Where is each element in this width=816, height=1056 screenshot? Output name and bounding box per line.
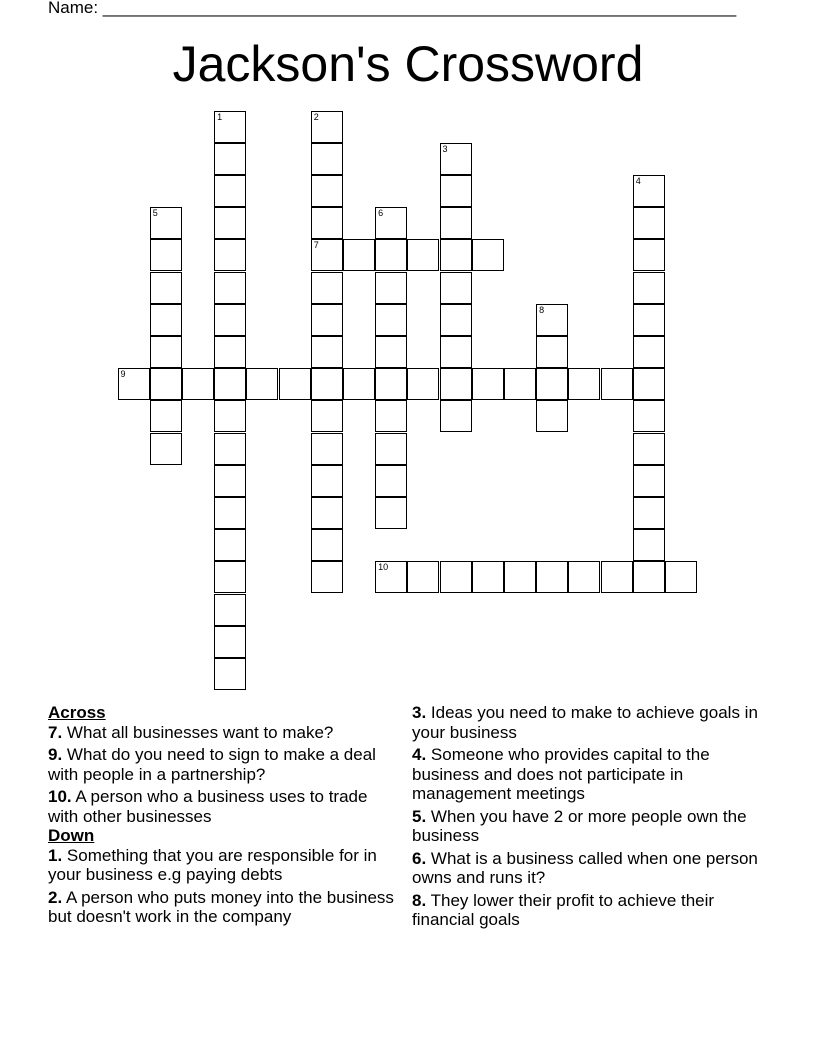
- crossword-cell[interactable]: [633, 368, 665, 400]
- crossword-cell[interactable]: [246, 368, 278, 400]
- clue-number: 9.: [48, 745, 63, 764]
- clue-number: 8.: [412, 890, 427, 910]
- clue-text: What do you need to sign to make a deal with people in a partnership?: [48, 745, 376, 784]
- clue-number: 10.: [48, 787, 72, 806]
- crossword-cell[interactable]: [311, 433, 343, 465]
- crossword-cell[interactable]: [311, 304, 343, 336]
- crossword-cell[interactable]: [633, 207, 665, 239]
- clue-text: Something that you are responsible for in your business e.g paying debts: [48, 845, 377, 884]
- crossword-cell[interactable]: [504, 368, 536, 400]
- clue-number: 2.: [48, 887, 63, 907]
- crossword-cell[interactable]: [214, 336, 246, 368]
- crossword-cell[interactable]: [311, 465, 343, 497]
- crossword-cell[interactable]: [633, 304, 665, 336]
- crossword-cell[interactable]: [633, 433, 665, 465]
- crossword-cell[interactable]: [633, 465, 665, 497]
- cell-number: 10: [378, 562, 389, 573]
- crossword-cell[interactable]: [536, 561, 568, 593]
- crossword-cell[interactable]: [375, 561, 407, 593]
- crossword-cell[interactable]: [214, 111, 246, 143]
- crossword-cell[interactable]: [214, 465, 246, 497]
- clue-item: [412, 849, 777, 888]
- cell-number: 1: [217, 111, 223, 122]
- clue-text: When you have 2 or more people own the business: [412, 806, 747, 845]
- crossword-cell[interactable]: [440, 561, 472, 593]
- crossword-cell[interactable]: [601, 561, 633, 593]
- crossword-cell[interactable]: [311, 239, 343, 271]
- clue-text: They lower their profit to achieve their financial goals: [412, 890, 715, 929]
- crossword-cell[interactable]: [311, 561, 343, 593]
- crossword-cell[interactable]: [568, 368, 600, 400]
- clue-number: 7.: [48, 722, 63, 742]
- crossword-cell[interactable]: [214, 272, 246, 304]
- crossword-cell[interactable]: [214, 207, 246, 239]
- crossword-cell[interactable]: [472, 561, 504, 593]
- crossword-cell[interactable]: [311, 497, 343, 529]
- crossword-cell[interactable]: [407, 368, 439, 400]
- crossword-cell[interactable]: [440, 207, 472, 239]
- crossword-cell[interactable]: [118, 368, 150, 400]
- clue-item: [412, 891, 777, 930]
- crossword-cell[interactable]: [343, 368, 375, 400]
- crossword-cell[interactable]: [214, 561, 246, 593]
- clue-number: 3.: [412, 703, 427, 722]
- crossword-cell[interactable]: [407, 239, 439, 271]
- clue-item: [48, 723, 398, 743]
- crossword-cell[interactable]: [375, 433, 407, 465]
- clue-item: [48, 745, 398, 784]
- crossword-cell[interactable]: [375, 207, 407, 239]
- crossword-cell[interactable]: [568, 561, 600, 593]
- crossword-cell[interactable]: [536, 336, 568, 368]
- name-field[interactable]: Name: ___________________________________________________________________: [48, 0, 737, 17]
- crossword-cell[interactable]: [214, 433, 246, 465]
- crossword-cell[interactable]: [214, 143, 246, 175]
- crossword-cell[interactable]: [536, 304, 568, 336]
- clue-number: 4.: [412, 745, 427, 764]
- clue-number: 5.: [412, 806, 427, 826]
- crossword-cell[interactable]: [633, 336, 665, 368]
- crossword-cell[interactable]: [472, 239, 504, 271]
- crossword-cell[interactable]: [214, 239, 246, 271]
- crossword-cell[interactable]: [150, 272, 182, 304]
- clue-item: [412, 703, 777, 742]
- crossword-cell[interactable]: [633, 529, 665, 561]
- crossword-cell[interactable]: [311, 272, 343, 304]
- crossword-cell[interactable]: [440, 304, 472, 336]
- crossword-cell[interactable]: [311, 336, 343, 368]
- crossword-cell[interactable]: [375, 336, 407, 368]
- clue-text: What all businesses want to make?: [62, 722, 334, 742]
- crossword-cell[interactable]: [214, 594, 246, 626]
- clue-text: Someone who provides capital to the business and does not participate in management meetings: [412, 745, 710, 803]
- crossword-cell[interactable]: [536, 368, 568, 400]
- crossword-cell[interactable]: [440, 400, 472, 432]
- crossword-cell[interactable]: [343, 239, 375, 271]
- crossword-cell[interactable]: [311, 111, 343, 143]
- crossword-cell[interactable]: [633, 175, 665, 207]
- crossword-cell[interactable]: [440, 336, 472, 368]
- cell-number: 9: [120, 369, 126, 380]
- cell-number: 6: [378, 208, 384, 219]
- cell-number: 4: [635, 175, 641, 186]
- clue-number: 1.: [48, 845, 63, 865]
- crossword-cell[interactable]: [150, 336, 182, 368]
- clue-item: [412, 807, 777, 846]
- crossword-cell[interactable]: [440, 368, 472, 400]
- crossword-cell[interactable]: [150, 400, 182, 432]
- crossword-cell[interactable]: [440, 272, 472, 304]
- crossword-cell[interactable]: [633, 561, 665, 593]
- crossword-cell[interactable]: [633, 497, 665, 529]
- clue-text: A person who puts money into the business but doesn't work in the company: [48, 887, 394, 926]
- crossword-cell[interactable]: [633, 400, 665, 432]
- cell-number: 3: [442, 143, 448, 154]
- crossword-cell[interactable]: [633, 239, 665, 271]
- crossword-cell[interactable]: [279, 368, 311, 400]
- crossword-cell[interactable]: [440, 175, 472, 207]
- crossword-cell[interactable]: [214, 368, 246, 400]
- crossword-cell[interactable]: [311, 175, 343, 207]
- crossword-cell[interactable]: [214, 175, 246, 207]
- crossword-cell[interactable]: [665, 561, 697, 593]
- crossword-cell[interactable]: [504, 561, 536, 593]
- crossword-cell[interactable]: [214, 497, 246, 529]
- crossword-cell[interactable]: [407, 561, 439, 593]
- crossword-cell[interactable]: [633, 272, 665, 304]
- clues-left-column: [48, 703, 398, 930]
- crossword-cell[interactable]: [601, 368, 633, 400]
- crossword-cell[interactable]: [214, 658, 246, 690]
- crossword-cell[interactable]: [440, 239, 472, 271]
- crossword-cell[interactable]: [375, 497, 407, 529]
- cell-number: 2: [313, 111, 319, 122]
- crossword-cell[interactable]: [311, 368, 343, 400]
- down-heading: Down: [48, 826, 95, 845]
- across-heading: Across: [48, 703, 106, 722]
- crossword-cell[interactable]: [214, 400, 246, 432]
- crossword-cell[interactable]: [472, 368, 504, 400]
- clue-item: [412, 745, 777, 804]
- crossword-cell[interactable]: [150, 368, 182, 400]
- crossword-cell[interactable]: [214, 304, 246, 336]
- crossword-cell[interactable]: [375, 239, 407, 271]
- clue-text: A person who a business uses to trade with other businesses: [48, 787, 368, 826]
- clues-right-column: [412, 703, 777, 933]
- crossword-cell[interactable]: [150, 433, 182, 465]
- crossword-cell[interactable]: [311, 207, 343, 239]
- crossword-cell[interactable]: [375, 400, 407, 432]
- crossword-cell[interactable]: [536, 400, 568, 432]
- crossword-cell[interactable]: [375, 465, 407, 497]
- crossword-cell[interactable]: [311, 400, 343, 432]
- clue-item: [48, 888, 398, 927]
- cell-number: 7: [313, 240, 319, 251]
- cell-number: 5: [152, 208, 158, 219]
- crossword-cell[interactable]: [375, 272, 407, 304]
- crossword-cell[interactable]: [311, 529, 343, 561]
- crossword-cell[interactable]: [440, 143, 472, 175]
- clue-text: What is a business called when one person owns and runs it?: [412, 848, 758, 887]
- crossword-cell[interactable]: [375, 304, 407, 336]
- clue-number: 6.: [412, 848, 427, 868]
- cell-number: 8: [539, 304, 545, 315]
- crossword-cell[interactable]: [375, 368, 407, 400]
- crossword-cell[interactable]: [214, 626, 246, 658]
- crossword-cell[interactable]: [311, 143, 343, 175]
- clue-text: Ideas you need to make to achieve goals in your business: [412, 703, 758, 742]
- crossword-cell[interactable]: [150, 304, 182, 336]
- clue-item: [48, 787, 398, 826]
- crossword-cell[interactable]: [150, 207, 182, 239]
- clue-item: [48, 846, 398, 885]
- page-title: Jackson's Crossword: [172, 36, 644, 92]
- crossword-cell[interactable]: [150, 239, 182, 271]
- crossword-cell[interactable]: [182, 368, 214, 400]
- crossword-cell[interactable]: [214, 529, 246, 561]
